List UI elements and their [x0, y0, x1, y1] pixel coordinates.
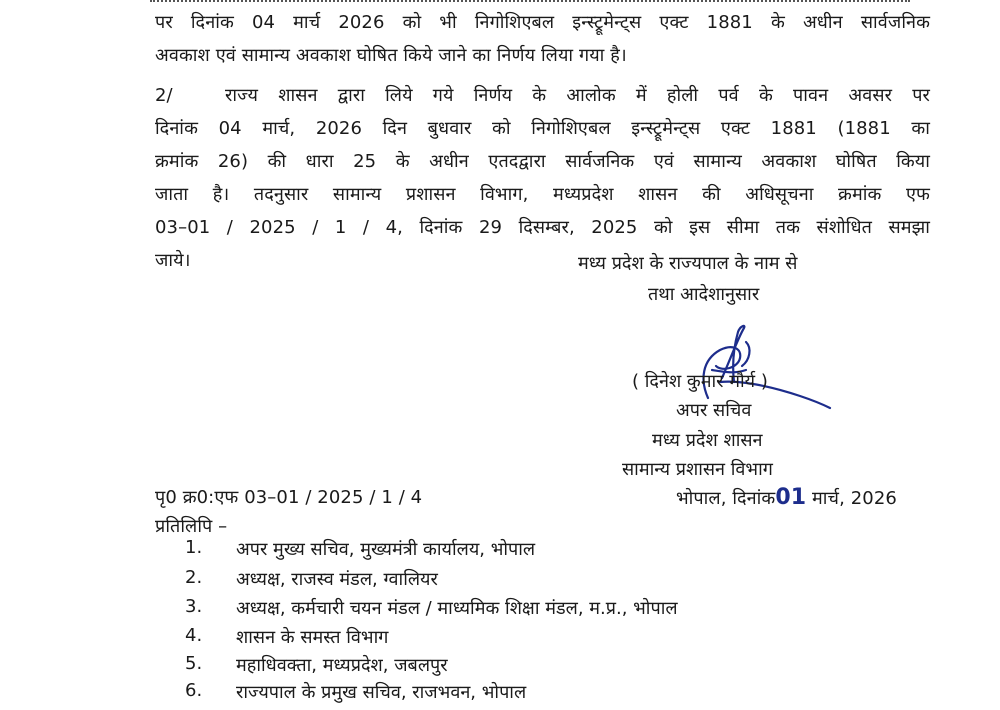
list-item-text: राज्यपाल के प्रमुख सचिव, राजभवन, भोपाल — [236, 682, 527, 703]
list-item-number: 2. — [185, 567, 203, 588]
list-item-text: अपर मुख्य सचिव, मुख्यमंत्री कार्यालय, भोपाल — [236, 539, 536, 560]
list-item-number: 3. — [185, 596, 203, 617]
place-date — [676, 481, 897, 515]
list-item — [0, 680, 1000, 710]
list-item-number: 5. — [185, 653, 203, 674]
list-item-text: अध्यक्ष, कर्मचारी चयन मंडल / माध्यमिक शिक्षा मंडल, म.प्र., भोपाल — [236, 598, 678, 619]
paragraph-2-line-3: क्रमांक 26) की धारा 25 के अधीन एतदद्वारा सार्वजनिक एवं सामान्य अवकाश घोषित किया — [155, 151, 930, 172]
place-date-suffix: मार्च, 2026 — [812, 488, 897, 509]
paragraph-2-line-2: दिनांक 04 मार्च, 2026 दिन बुधवार को निगोशिएबल इन्स्ट्रूमेन्ट्स एक्ट 1881 (1881 का — [155, 118, 930, 139]
list-item-number: 4. — [185, 625, 203, 646]
paragraph-1-line-2: अवकाश एवं सामान्य अवकाश घोषित किये जाने का निर्णय लिया गया है। — [155, 45, 627, 66]
list-item — [0, 567, 1000, 597]
list-item — [0, 596, 1000, 626]
paragraph-1-line-1: पर दिनांक 04 मार्च 2026 को भी निगोशिएबल इन्स्ट्रूमेन्ट्स एक्ट 1881 के अधीन सार्वजनिक — [155, 12, 930, 33]
signatory-name: ( दिनेश कुमार मौर्य ) — [632, 371, 768, 392]
place-date-prefix: भोपाल, दिनांक — [676, 488, 776, 509]
copy-heading: प्रतिलिपि – — [155, 516, 228, 537]
paragraph-2-line-5: 03–01 / 2025 / 1 / 4, दिनांक 29 दिसम्बर, 2025 को इस सीमा तक संशोधित समझा — [155, 217, 930, 238]
signatory-department: सामान्य प्रशासन विभाग — [622, 459, 773, 480]
signatory-designation: अपर सचिव — [676, 400, 752, 421]
signatory-office: मध्य प्रदेश शासन — [652, 430, 763, 451]
handwritten-day: 01 — [775, 485, 807, 510]
list-item — [0, 653, 1000, 683]
list-item-number: 1. — [185, 537, 203, 558]
list-item-text: शासन के समस्त विभाग — [236, 627, 389, 648]
authority-line-2: तथा आदेशानुसार — [648, 284, 760, 305]
list-item-number: 6. — [185, 680, 203, 701]
paragraph-2-line-6: जाये। — [155, 250, 191, 271]
authority-line-1: मध्य प्रदेश के राज्यपाल के नाम से — [578, 253, 798, 274]
paragraph-2-line-1: राज्य शासन द्वारा लिये गये निर्णय के आलोक में होली पर्व के पावन अवसर पर — [225, 85, 930, 106]
endorsement-reference: पृ0 क्र0:एफ 03–01 / 2025 / 1 / 4 — [155, 487, 423, 508]
list-item-text: अध्यक्ष, राजस्व मंडल, ग्वालियर — [236, 569, 438, 590]
list-item — [0, 625, 1000, 655]
list-item-text: महाधिवक्ता, मध्यप्रदेश, जबलपुर — [236, 655, 448, 676]
paragraph-2-number: 2/ — [155, 85, 173, 106]
paragraph-2-line-4: जाता है। तदनुसार सामान्य प्रशासन विभाग, मध्यप्रदेश शासन की अधिसूचना क्रमांक एफ — [155, 184, 930, 205]
list-item — [0, 537, 1000, 567]
